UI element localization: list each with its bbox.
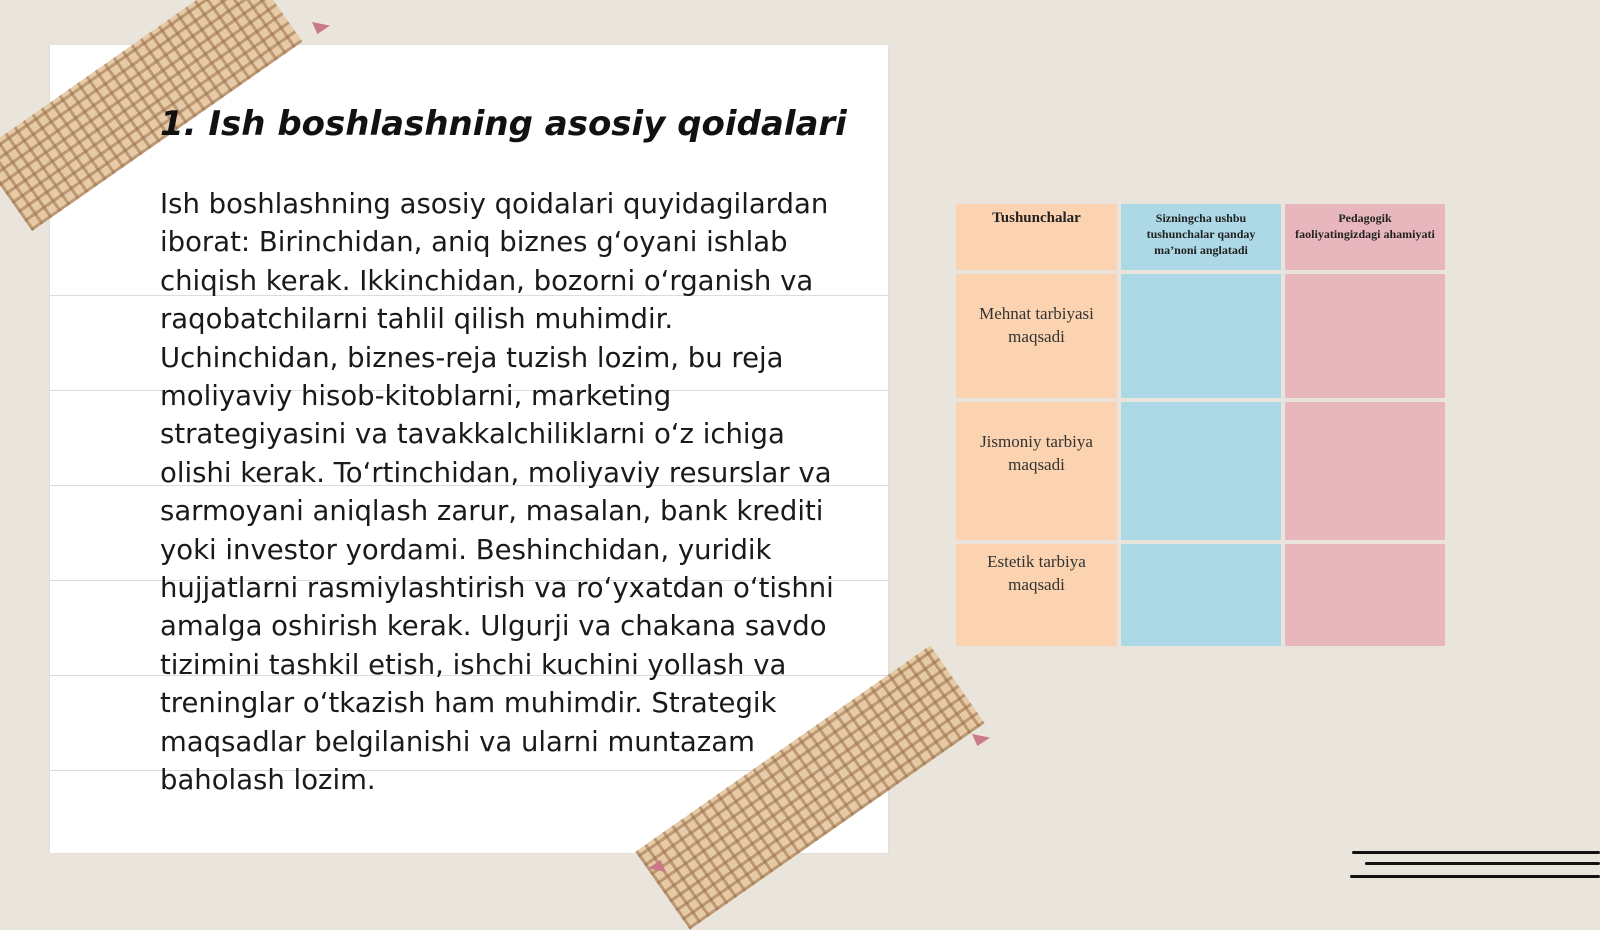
header-meaning: Sizningcha ushbu tushunchalar qanday ma’noni anglatadi (1121, 204, 1281, 270)
decorative-brush-stroke (1352, 851, 1600, 854)
concept-cell: Mehnat tarbiyasi maqsadi (956, 274, 1117, 398)
meaning-cell[interactable] (1121, 274, 1281, 398)
concept-cell: Estetik tarbiya maqsadi (956, 544, 1117, 646)
meaning-cell[interactable] (1121, 402, 1281, 540)
tape-tip-top (312, 22, 330, 34)
table-row (956, 402, 1445, 540)
tape-tip-bottom (972, 734, 990, 746)
meaning-cell[interactable] (1121, 544, 1281, 646)
concepts-table (952, 200, 1449, 650)
slide-body-text: Ish boshlashning asosiy qoidalari quyidagilardan iborat: Birinchidan, aniq biznes g‘oyani ishlab chiqish kerak. Ikkinchidan, bozorni o‘rganish va raqobatchilarni tahlil qilish muhimdir. Uchinchidan, biznes-reja tuzish lozim, bu reja moliyaviy hisob-kitoblarni, marketing strategiyasini va tavakkalchiliklarni o‘z ichiga olishi kerak. To‘rtinchidan, moliyaviy resurslar va sarmoyani aniqlash zarur, masalan, bank krediti yoki investor yordami. Beshinchidan, yuridik hujjatlarni rasmiylashtirish va ro‘yxatdan o‘tishni amalga oshirish kerak. Ulgurji va chakana savdo tizimini tashkil etish, ishchi kuchini yollash va treninglar o‘tkazish ham muhimdir. Strategik maqsadlar belgilanishi va ularni muntazam baholash lozim. (160, 188, 834, 797)
table-row (956, 544, 1445, 646)
importance-cell[interactable] (1285, 274, 1445, 398)
importance-cell[interactable] (1285, 402, 1445, 540)
header-importance: Pedagogik faoliyatingizdagi ahamiyati (1285, 204, 1445, 270)
decorative-brush-stroke (1350, 875, 1600, 878)
header-concepts: Tushunchalar (956, 204, 1117, 270)
table-row (956, 274, 1445, 398)
table-header-row (956, 204, 1445, 270)
importance-cell[interactable] (1285, 544, 1445, 646)
concept-cell: Jismoniy tarbiya maqsadi (956, 402, 1117, 540)
slide-title: 1. Ish boshlashning asosiy qoidalari (160, 104, 847, 144)
decorative-brush-stroke (1365, 862, 1600, 865)
